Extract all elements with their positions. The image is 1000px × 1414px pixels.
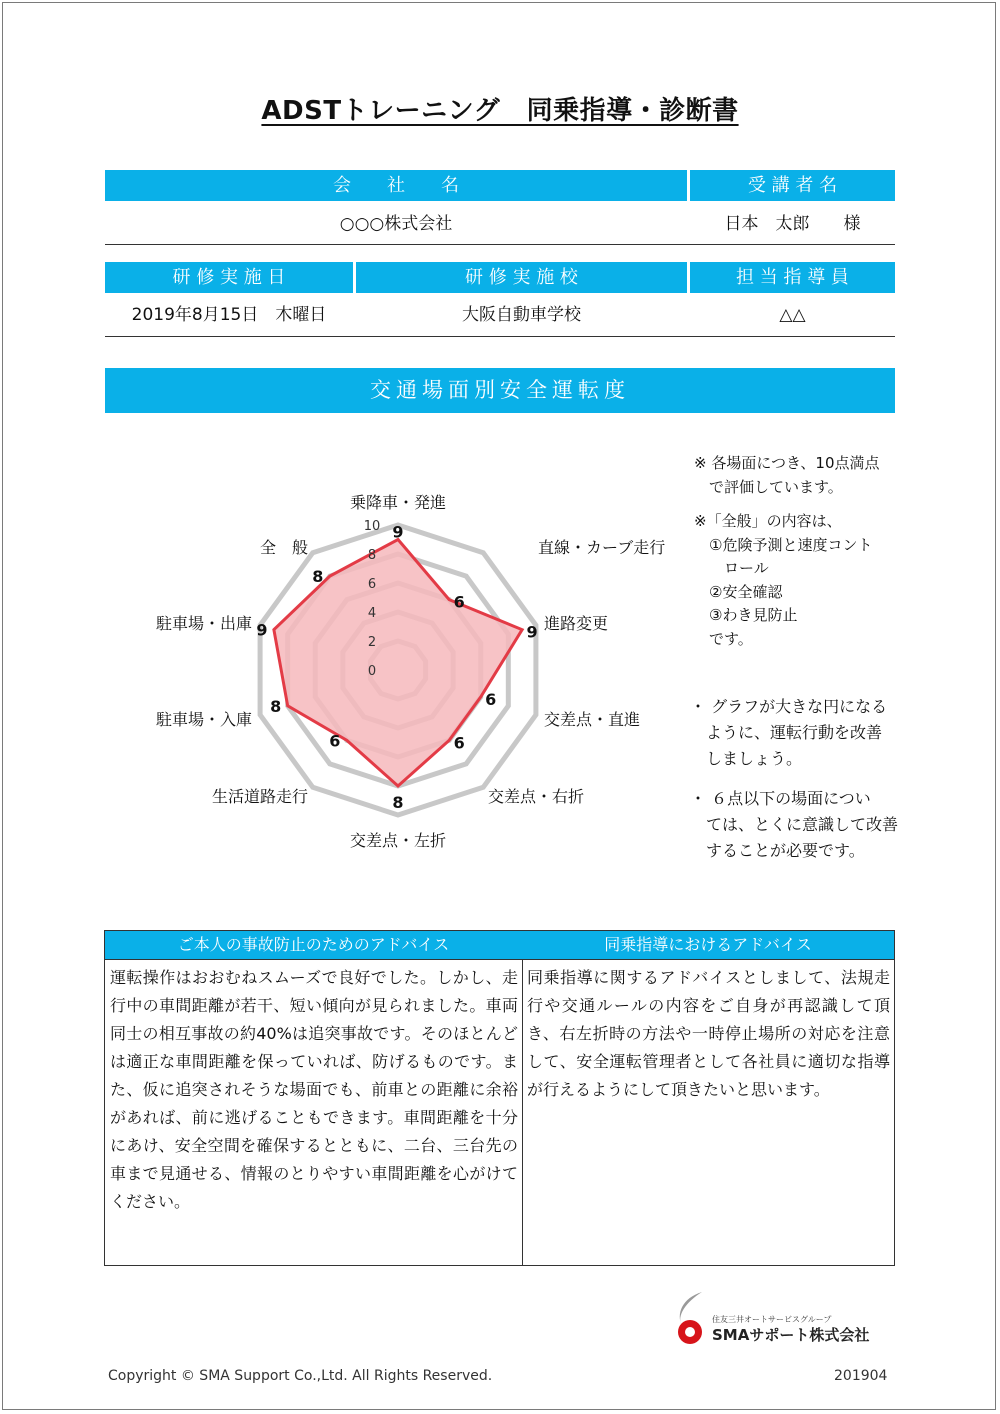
- note-line: ・ グラフが大きな円になる: [690, 697, 888, 716]
- radar-category-label: 駐車場・入庫: [155, 710, 252, 729]
- note-bullet-low-score: [690, 786, 898, 864]
- advice-self-text: 運転操作はおおむねスムーズで良好でした。しかし、走行中の車間距離が若干、短い傾向が見られました。車両同士の相互事故の約40%は追突事故です。そのほとんどは適正な車間距離を保っていれば、防げるものです。また、仮に追突されそうな場面でも、前車との距離に余裕があれば、前に逃げることもできます。車間距離を十分にあけ、安全空間を確保するとともに、二台、三台先の車まで見通せる、情報のとりやすい車間距離を心がけてください。: [110, 968, 518, 1211]
- radar-chart-svg: [100, 430, 680, 870]
- advice-instructor-text: 同乗指導に関するアドバイスとしまして、法規走行や交通ルールの内容をご自身が再認識して頂き、右左折時の方法や一時停止場所の対応を注意して、安全運転管理者として各社員に適切な指導が行えるようにして頂きたいと思います。: [527, 968, 890, 1099]
- row-divider: [105, 336, 895, 337]
- logo-mark-icon: [672, 1290, 712, 1350]
- note-line: しましょう。: [690, 749, 803, 768]
- note-line: することが必要です。: [690, 841, 865, 860]
- logo-company-name: SMAサポート株式会社: [712, 1326, 870, 1344]
- radar-value-label: 6: [453, 733, 465, 753]
- footer-copyright: Copyright © SMA Support Co.,Ltd. All Rights Reserved.: [108, 1368, 493, 1384]
- training-school: 大阪自動車学校: [462, 305, 581, 325]
- radar-category-label: 交差点・直進: [544, 710, 641, 729]
- radar-value-label: 9: [256, 620, 268, 640]
- radar-category-label: 進路変更: [544, 614, 609, 633]
- header-school: 研 修 実 施 校: [356, 262, 687, 293]
- note-line: ・ ６点以下の場面につい: [690, 789, 871, 808]
- header-date: 研 修 実 施 日: [105, 262, 353, 293]
- note-line: ②安全確認: [694, 582, 783, 601]
- section-banner: 交通場面別安全運転度: [105, 368, 895, 413]
- advice-table: [104, 930, 895, 1266]
- radar-scale-tick: 4: [367, 606, 377, 621]
- radar-scale-tick: 10: [363, 519, 381, 534]
- radar-category-label: 交差点・右折: [488, 787, 585, 806]
- radar-scale-tick: 6: [367, 577, 377, 592]
- note-line: ③わき見防止: [694, 606, 798, 624]
- radar-category-label: 直線・カーブ走行: [538, 538, 666, 557]
- radar-value-label: 9: [392, 522, 404, 542]
- radar-value-label: 8: [270, 696, 282, 716]
- row-divider: [105, 244, 895, 245]
- radar-series-polygon: [274, 540, 522, 787]
- training-date: 2019年8月15日 木曜日: [131, 305, 327, 325]
- radar-chart: [100, 430, 680, 870]
- company-name: ○○○株式会社: [339, 214, 453, 234]
- radar-value-label: 6: [329, 731, 341, 751]
- note-line: ように、運転行動を改善: [690, 723, 883, 742]
- radar-value-label: 6: [485, 689, 497, 709]
- header-trainee: 受 講 者 名: [690, 170, 895, 201]
- advice-instructor-title: 同乗指導におけるアドバイス: [522, 931, 894, 960]
- radar-value-label: 8: [312, 567, 324, 587]
- document-title: ADSTトレーニング 同乗指導・診断書: [261, 96, 739, 126]
- note-bullet-circle: [690, 694, 887, 772]
- note-line: ①危険予測と速度コント: [694, 535, 873, 554]
- note-line: ※ 各場面につき、10点満点: [694, 454, 880, 472]
- note-line: ては、とくに意識して改善: [690, 815, 899, 834]
- note-line: です。: [694, 629, 753, 648]
- instructor-name: △△: [779, 305, 806, 325]
- advice-instructor-column: [522, 931, 894, 1265]
- radar-category-label: 乗降車・発進: [349, 493, 447, 512]
- note-line: ロール: [694, 559, 769, 577]
- note-scoring: [694, 452, 880, 499]
- trainee-name: 日本 太郎 様: [724, 214, 861, 234]
- radar-category-label: 生活道路走行: [211, 787, 308, 806]
- radar-category-label: 全 般: [259, 538, 308, 557]
- note-line: で評価しています。: [694, 477, 843, 496]
- company-logo: [672, 1290, 892, 1350]
- radar-value-label: 8: [392, 793, 404, 812]
- radar-category-label: 駐車場・出庫: [155, 614, 252, 633]
- header-company: 会 社 名: [105, 170, 687, 201]
- header-instructor: 担 当 指 導 員: [690, 262, 895, 293]
- logo-group-text: 住友三井オートサービスグループ: [712, 1315, 832, 1324]
- advice-self-column: [105, 931, 523, 1265]
- note-general: [694, 510, 872, 651]
- advice-self-title: ご本人の事故防止のためのアドバイス: [105, 931, 522, 960]
- radar-scale-tick: 2: [367, 635, 377, 650]
- footer-code: 201904: [834, 1368, 888, 1384]
- radar-scale-tick: 8: [367, 548, 377, 563]
- radar-category-label: 交差点・左折: [349, 831, 447, 850]
- radar-value-label: 6: [453, 592, 465, 612]
- radar-scale-tick: 0: [367, 664, 377, 679]
- radar-value-label: 9: [526, 622, 538, 642]
- note-line: ※「全般」の内容は、: [694, 512, 842, 530]
